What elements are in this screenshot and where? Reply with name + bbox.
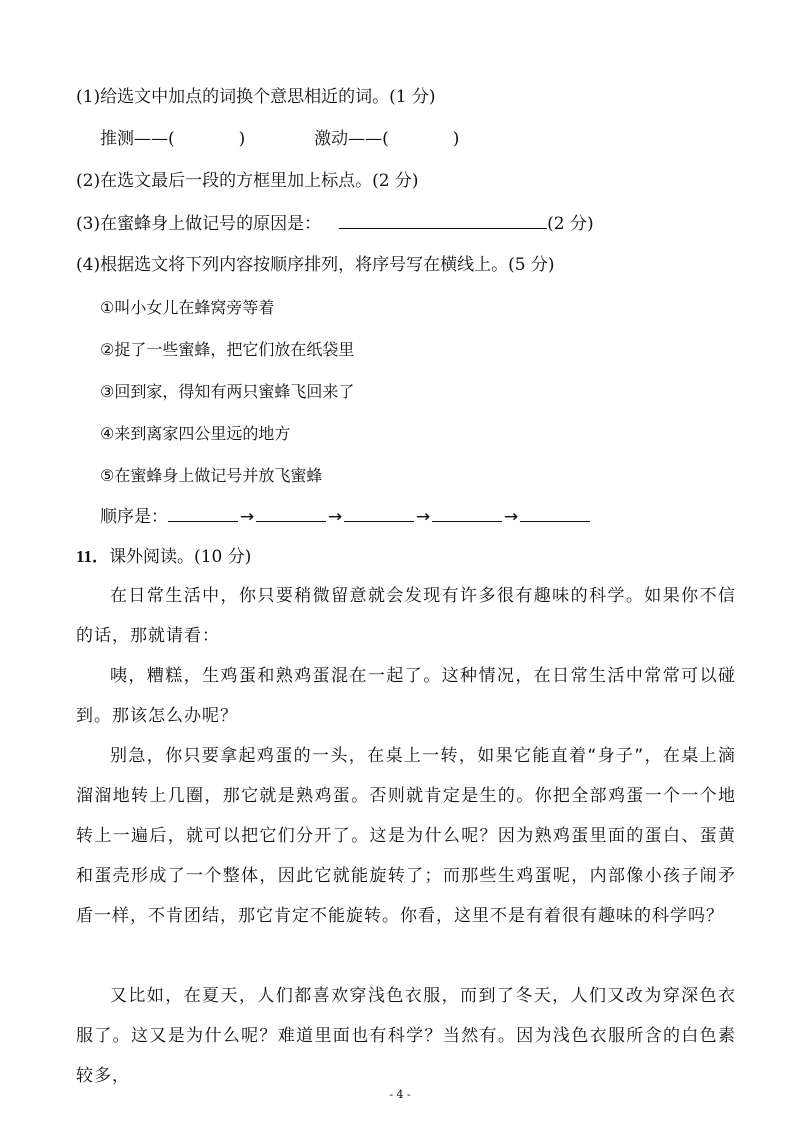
arrow-icon: → — [415, 507, 431, 527]
item-1-label: 推测——( — [100, 129, 175, 149]
passage-paragraph-1: 在日常生活中，你只要稍微留意就会发现有许多很有趣味的科学。如果你不信的话，那就请看： — [76, 586, 736, 646]
order-blank-1[interactable] — [168, 505, 238, 522]
passage-paragraph-4: 又比如，在夏天，人们都喜欢穿浅色衣服，而到了冬天，人们又改为穿深色衣服了。这又是为什么呢？难道里面也有科学？当然有。因为浅色衣服所含的白色素较多， — [76, 986, 736, 1086]
option-2: ②捉了一些蜜蜂，把它们放在纸袋里 — [100, 340, 355, 359]
answer-blank[interactable] — [339, 212, 547, 229]
question-1-items — [100, 128, 459, 150]
option-1: ①叫小女儿在蜂窝旁等着 — [100, 298, 275, 317]
question-4: (4)根据选文将下列内容按顺序排列，将序号写在横线上。(5 分) — [76, 255, 555, 275]
order-blank-5[interactable] — [520, 505, 590, 522]
section-title: 课外阅读。(10 分) — [109, 547, 252, 567]
question-3-score: (2 分) — [547, 214, 594, 234]
question-2: (2)在选文最后一段的方框里加上标点。(2 分) — [76, 171, 419, 191]
arrow-icon: → — [327, 507, 343, 527]
order-blank-2[interactable] — [256, 505, 326, 522]
arrow-icon: → — [239, 507, 255, 527]
question-3 — [76, 212, 594, 235]
question-3-text: (3)在蜜蜂身上做记号的原因是： — [76, 214, 322, 234]
page-number: - 4 - — [389, 1088, 411, 1101]
order-blank-3[interactable] — [344, 505, 414, 522]
arrow-icon: → — [503, 507, 519, 527]
item-1-close: ) — [238, 129, 246, 149]
option-4: ④来到离家四公里远的地方 — [100, 424, 291, 443]
section-number: 11． — [76, 547, 110, 566]
item-2-label: 激动——( — [314, 129, 389, 149]
item-2-close: ) — [452, 129, 460, 149]
order-label: 顺序是： — [100, 507, 168, 527]
order-blank-4[interactable] — [432, 505, 502, 522]
option-3: ③回到家，得知有两只蜜蜂飞回来了 — [100, 382, 355, 401]
section-11-heading — [76, 546, 251, 568]
passage-paragraph-2: 咦，糟糕，生鸡蛋和熟鸡蛋混在一起了。这种情况，在日常生活中常常可以碰到。那该怎么办呢？ — [76, 666, 736, 726]
passage-paragraph-3: 别急，你只要拿起鸡蛋的一头，在桌上一转，如果它能直着“身子”，在桌上滴溜溜地转上几圈，那它就是熟鸡蛋。否则就肯定是生的。你把全部鸡蛋一个一个地转上一遍后，就可以把它们分开了。这是为什么呢？因为熟鸡蛋里面的蛋白、蛋黄和蛋壳形成了一个整体，因此它就能旋转了；而那些生鸡蛋呢，内部像小孩子闹矛盾一样，不肯团结，那它肯定不能旋转。你看，这里不是有着很有趣味的科学吗？ — [76, 746, 736, 926]
option-5: ⑤在蜜蜂身上做记号并放飞蜜蜂 — [100, 466, 323, 485]
question-1: (1)给选文中加点的词换个意思相近的词。(1 分) — [76, 87, 436, 107]
order-answer-row — [100, 505, 590, 528]
